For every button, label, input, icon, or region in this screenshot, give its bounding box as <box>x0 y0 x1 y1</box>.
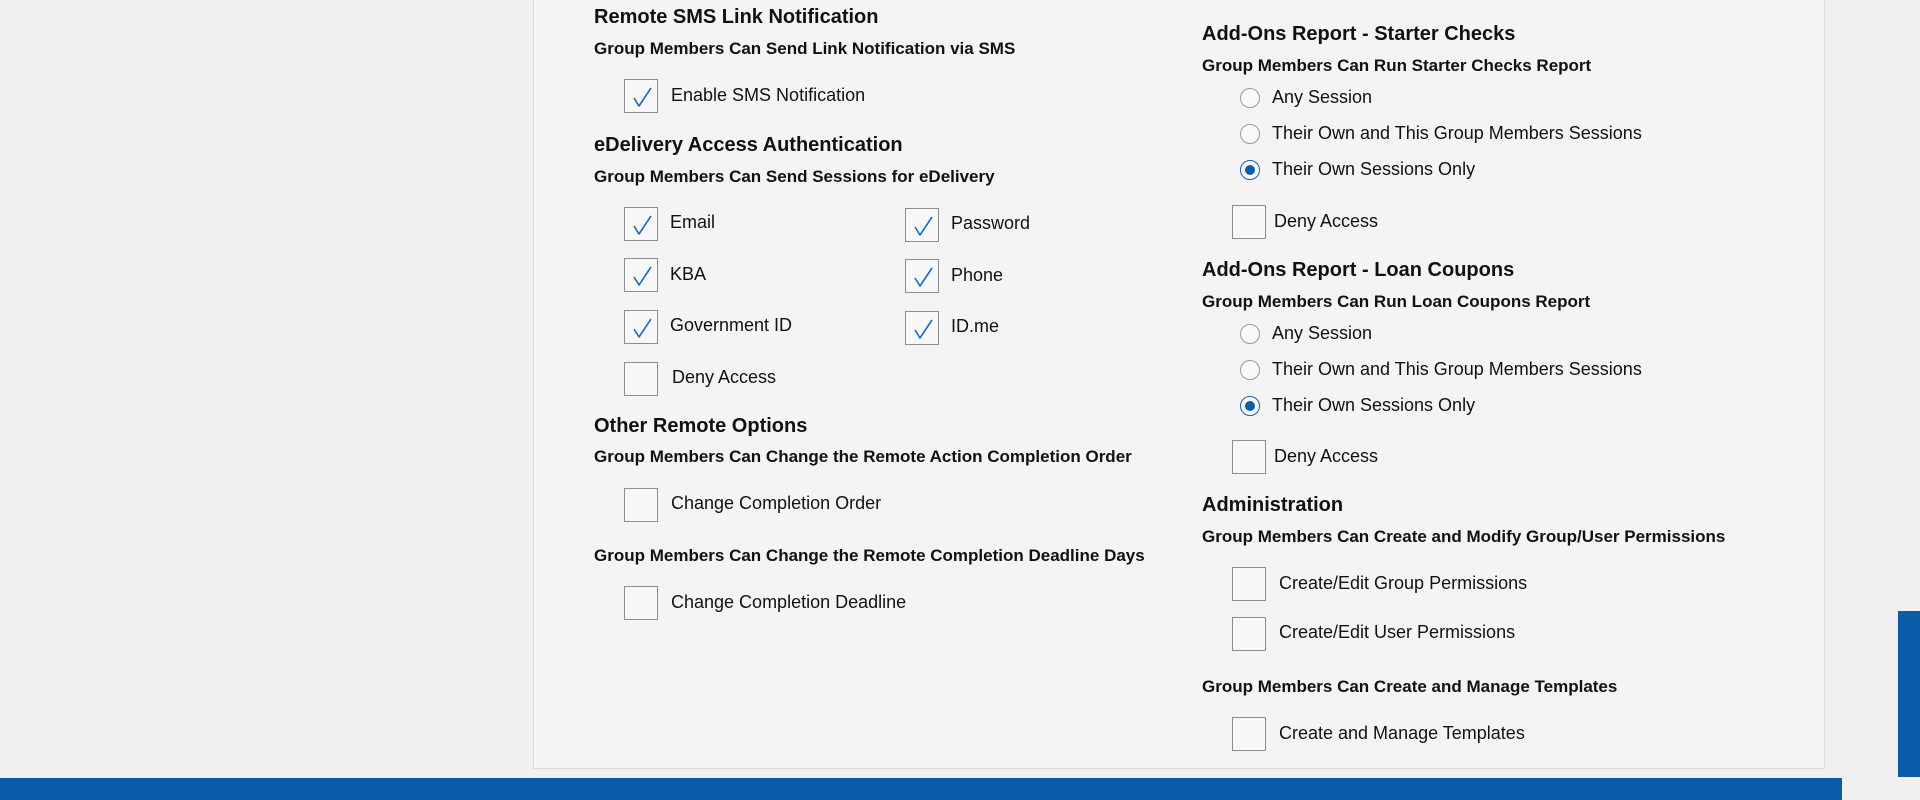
label-phone: Phone <box>951 265 1004 285</box>
subheading-completion-order: Group Members Can Change the Remote Action Completion Order <box>594 447 1132 466</box>
label-create-edit-group-permissions: Create/Edit Group Permissions <box>1279 573 1528 593</box>
subheading-starter-checks: Group Members Can Run Starter Checks Report <box>1202 56 1592 75</box>
check-icon <box>631 264 653 288</box>
subheading-edelivery: Group Members Can Send Sessions for eDelivery <box>594 167 995 186</box>
check-icon <box>631 85 653 109</box>
checkbox-government-id[interactable] <box>624 310 658 344</box>
check-icon <box>631 213 653 237</box>
check-icon <box>912 214 934 238</box>
checkbox-change-completion-deadline[interactable] <box>624 586 658 620</box>
label-starter-own-and-group: Their Own and This Group Members Sessions <box>1272 123 1642 143</box>
check-icon <box>631 316 653 340</box>
checkbox-edelivery-deny[interactable] <box>624 362 658 396</box>
label-create-edit-user-permissions: Create/Edit User Permissions <box>1279 622 1516 642</box>
label-starter-any-session: Any Session <box>1272 87 1373 107</box>
label-loan-any-session: Any Session <box>1272 323 1373 343</box>
section-heading-remote-sms: Remote SMS Link Notification <box>594 6 879 28</box>
label-idme: ID.me <box>951 316 1000 336</box>
checkbox-change-completion-order[interactable] <box>624 488 658 522</box>
label-edelivery-deny: Deny Access <box>672 367 777 387</box>
radio-loan-own-and-group[interactable] <box>1240 360 1260 380</box>
label-enable-sms: Enable SMS Notification <box>671 85 866 105</box>
section-heading-starter-checks: Add-Ons Report - Starter Checks <box>1202 23 1516 45</box>
checkbox-loan-deny[interactable] <box>1232 440 1266 474</box>
label-password: Password <box>951 213 1031 233</box>
section-heading-edelivery: eDelivery Access Authentication <box>594 134 903 156</box>
section-heading-other-remote: Other Remote Options <box>594 415 808 437</box>
subheading-templates: Group Members Can Create and Manage Templates <box>1202 677 1618 696</box>
check-icon <box>912 317 934 341</box>
label-starter-deny: Deny Access <box>1274 211 1379 231</box>
label-change-completion-deadline: Change Completion Deadline <box>671 592 907 612</box>
label-loan-own-only: Their Own Sessions Only <box>1272 395 1476 415</box>
check-icon <box>912 265 934 289</box>
radio-starter-own-and-group[interactable] <box>1240 124 1260 144</box>
checkbox-idme[interactable] <box>905 311 939 345</box>
subheading-loan-coupons: Group Members Can Run Loan Coupons Report <box>1202 292 1591 311</box>
label-loan-own-and-group: Their Own and This Group Members Sessions <box>1272 359 1642 379</box>
checkbox-enable-sms[interactable] <box>624 79 658 113</box>
label-email: Email <box>670 212 716 232</box>
scrollbar-thumb[interactable] <box>1898 611 1920 777</box>
checkbox-email[interactable] <box>624 207 658 241</box>
footer-bar <box>0 778 1842 800</box>
radio-loan-any-session[interactable] <box>1240 324 1260 344</box>
section-heading-loan-coupons: Add-Ons Report - Loan Coupons <box>1202 259 1515 281</box>
label-create-manage-templates: Create and Manage Templates <box>1279 723 1525 743</box>
checkbox-create-edit-user-permissions[interactable] <box>1232 617 1266 651</box>
radio-starter-own-only[interactable] <box>1240 160 1260 180</box>
radio-loan-own-only[interactable] <box>1240 396 1260 416</box>
section-heading-administration: Administration <box>1202 494 1344 516</box>
checkbox-starter-deny[interactable] <box>1232 205 1266 239</box>
label-loan-deny: Deny Access <box>1274 446 1379 466</box>
checkbox-create-edit-group-permissions[interactable] <box>1232 567 1266 601</box>
checkbox-kba[interactable] <box>624 258 658 292</box>
subheading-permissions: Group Members Can Create and Modify Group/User Permissions <box>1202 527 1726 546</box>
label-government-id: Government ID <box>670 315 793 335</box>
checkbox-password[interactable] <box>905 208 939 242</box>
checkbox-create-manage-templates[interactable] <box>1232 717 1266 751</box>
radio-starter-any-session[interactable] <box>1240 88 1260 108</box>
subheading-completion-deadline: Group Members Can Change the Remote Completion Deadline Days <box>594 546 1145 565</box>
checkbox-phone[interactable] <box>905 259 939 293</box>
label-starter-own-only: Their Own Sessions Only <box>1272 159 1476 179</box>
subheading-sms-link: Group Members Can Send Link Notification via SMS <box>594 39 1016 58</box>
label-change-completion-order: Change Completion Order <box>671 493 882 513</box>
label-kba: KBA <box>670 264 707 284</box>
